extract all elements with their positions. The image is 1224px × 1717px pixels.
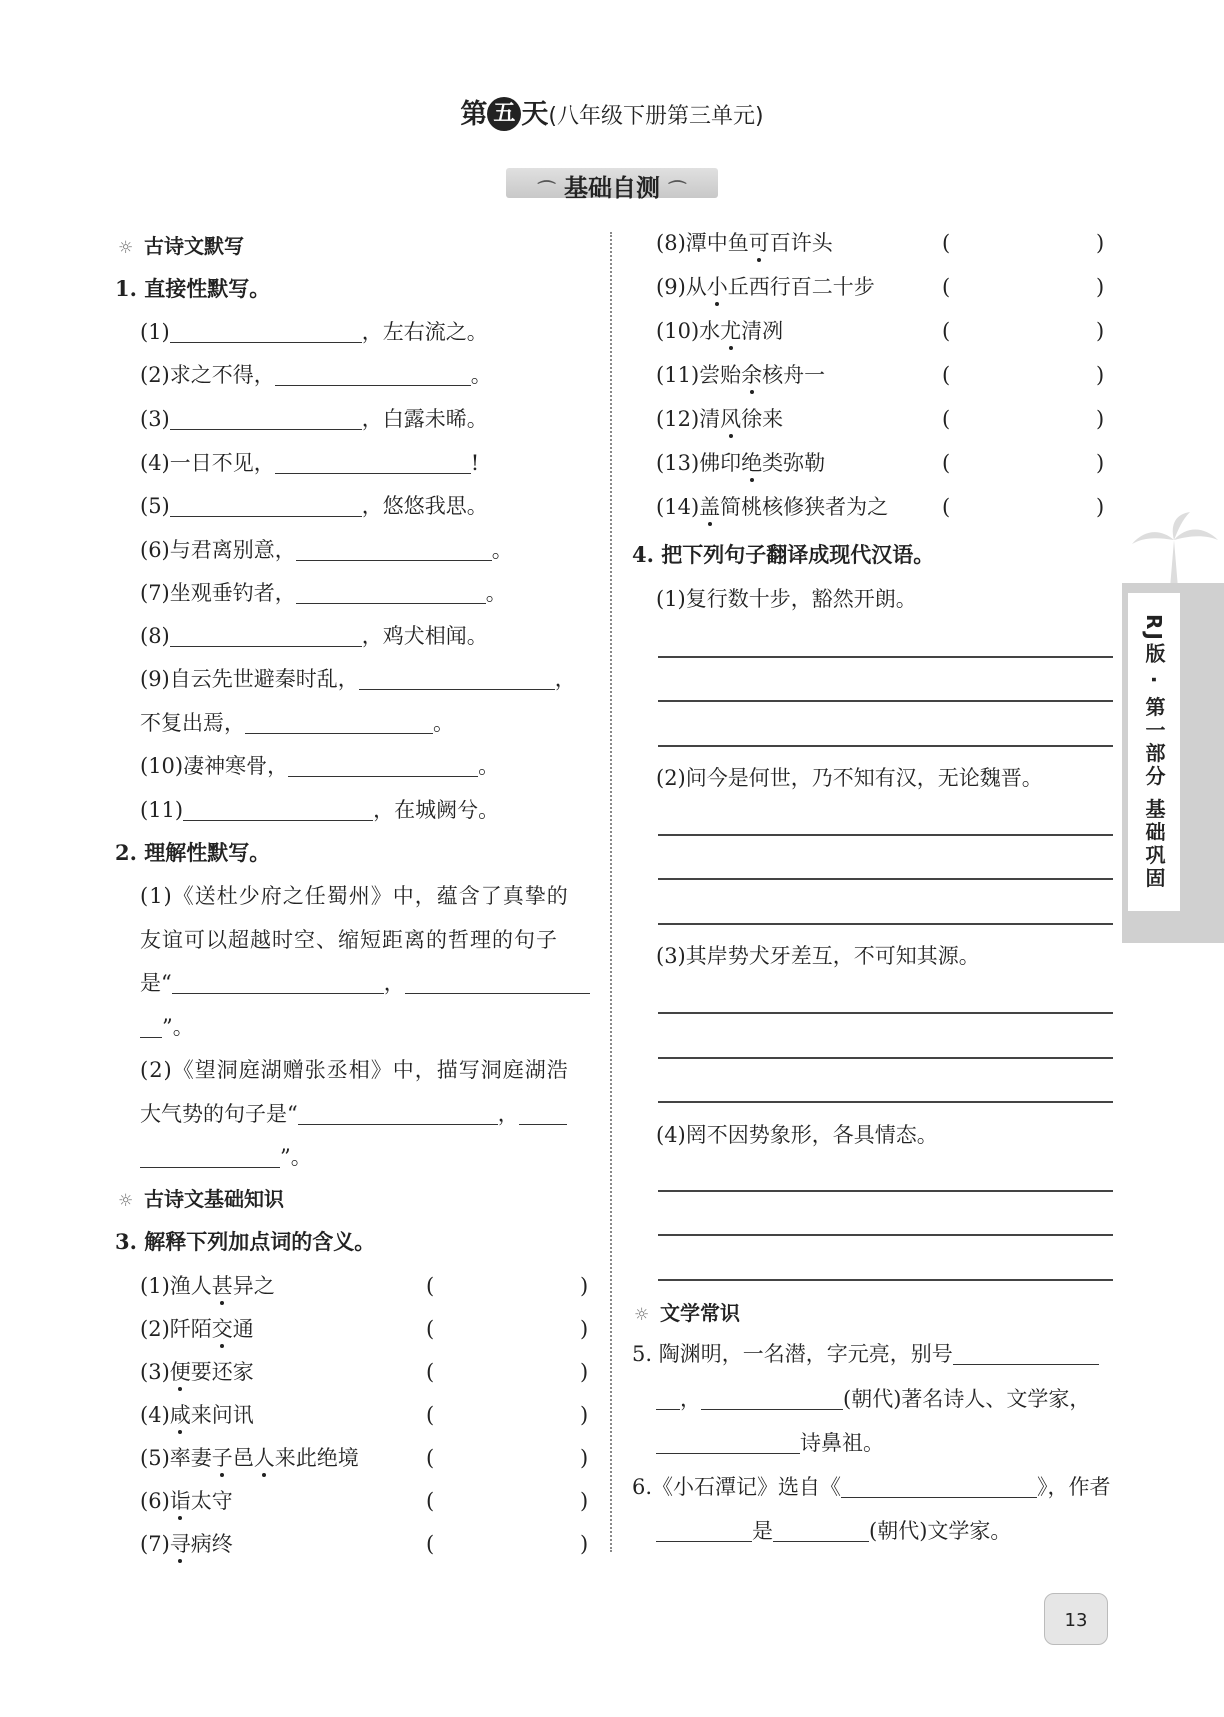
page-number: 13 bbox=[1044, 1593, 1108, 1645]
paren-open[interactable]: ( bbox=[426, 1274, 435, 1298]
question-5: ， (朝代)著名诗人、文学家， bbox=[656, 1384, 1090, 1414]
q3-item-text: (6)诣太守 bbox=[140, 1489, 233, 1513]
q1-item: (8) ，鸡犬相闻。 bbox=[140, 624, 488, 648]
q3-item-text: (12)清风徐来 bbox=[656, 407, 784, 431]
paren-open[interactable]: ( bbox=[426, 1446, 435, 1470]
paren-open[interactable]: ( bbox=[426, 1360, 435, 1384]
answer-blank[interactable] bbox=[298, 1102, 498, 1125]
side-tab: RJ版 · 第一部分 基础巩固 bbox=[1122, 583, 1224, 943]
q1-item: (7)坐观垂钓者， 。 bbox=[140, 581, 507, 605]
answer-blank[interactable] bbox=[170, 494, 362, 517]
bird-icon: ⌒ bbox=[668, 180, 687, 201]
answer-blank[interactable] bbox=[170, 320, 362, 343]
paren-open[interactable]: ( bbox=[942, 319, 951, 343]
q3-item-text: (11)尝贻余核舟一 bbox=[656, 363, 826, 387]
answer-blank[interactable] bbox=[170, 407, 362, 430]
paren-open[interactable]: ( bbox=[942, 363, 951, 387]
answer-blank[interactable] bbox=[519, 1102, 567, 1125]
paren-close[interactable]: ) bbox=[1096, 319, 1105, 343]
question-6: 6.《小石潭记》选自《 》，作者 bbox=[632, 1475, 1111, 1499]
writing-line[interactable] bbox=[658, 834, 1113, 836]
q3-item bbox=[656, 272, 1105, 302]
q3-item bbox=[656, 404, 1105, 434]
q3-item-text: (1)渔人甚异之 bbox=[140, 1274, 275, 1298]
writing-line[interactable] bbox=[658, 1190, 1113, 1192]
paren-close[interactable]: ) bbox=[580, 1274, 589, 1298]
q1-item: (1) ，左右流之。 bbox=[140, 320, 488, 344]
paren-close[interactable]: ) bbox=[580, 1403, 589, 1427]
question-3-title: 3. 解释下列加点词的含义。 bbox=[115, 1229, 376, 1254]
q1-item: (10)凄神寒骨， 。 bbox=[140, 754, 500, 778]
writing-line[interactable] bbox=[658, 700, 1113, 702]
paren-close[interactable]: ) bbox=[580, 1532, 589, 1556]
answer-blank[interactable] bbox=[183, 798, 373, 821]
paren-open[interactable]: ( bbox=[942, 495, 951, 519]
q3-item-text: (5)率妻子邑人来此绝境 bbox=[140, 1446, 359, 1470]
sunrise-icon: ☼ bbox=[118, 1191, 134, 1211]
answer-blank[interactable] bbox=[296, 581, 486, 604]
section-heading: ☼ 古诗文基础知识 bbox=[118, 1187, 284, 1211]
answer-blank[interactable] bbox=[656, 1519, 752, 1542]
q2-text: (2)《望洞庭湖赠张丞相》中，描写洞庭湖浩 bbox=[140, 1058, 569, 1082]
bird-icon: ⌒ bbox=[537, 180, 556, 201]
q3-item-text: (14)盖简桃核修狭者为之 bbox=[656, 495, 889, 519]
palm-tree-icon bbox=[1120, 510, 1224, 590]
paren-close[interactable]: ) bbox=[1096, 451, 1105, 475]
q3-item bbox=[140, 1357, 589, 1387]
answer-blank[interactable] bbox=[275, 363, 471, 386]
q1-item: (11) ，在城阙兮。 bbox=[140, 798, 500, 822]
answer-blank[interactable] bbox=[656, 1431, 800, 1454]
q3-item bbox=[140, 1486, 589, 1516]
q1-item: (6)与君离别意， 。 bbox=[140, 538, 513, 562]
paren-open[interactable]: ( bbox=[426, 1532, 435, 1556]
q3-item-text: (8)潭中鱼可百许头 bbox=[656, 231, 833, 255]
paren-close[interactable]: ) bbox=[1096, 363, 1105, 387]
answer-blank[interactable] bbox=[953, 1342, 1099, 1365]
paren-open[interactable]: ( bbox=[942, 275, 951, 299]
q3-item bbox=[140, 1314, 589, 1344]
q3-item bbox=[140, 1529, 589, 1559]
answer-blank[interactable] bbox=[172, 971, 384, 994]
q1-item: (2)求之不得， 。 bbox=[140, 363, 492, 387]
q3-item-text: (13)佛印绝类弥勒 bbox=[656, 451, 826, 475]
q1-item: (5) ，悠悠我思。 bbox=[140, 494, 488, 518]
q3-item-text: (2)阡陌交通 bbox=[140, 1317, 254, 1341]
paren-open[interactable]: ( bbox=[426, 1489, 435, 1513]
q3-item-text: (9)从小丘西行百二十步 bbox=[656, 275, 875, 299]
section-heading: ☼ 文学常识 bbox=[634, 1301, 740, 1325]
question-6: 是 (朝代)文学家。 bbox=[656, 1516, 1011, 1546]
answer-blank[interactable] bbox=[701, 1387, 843, 1410]
answer-blank[interactable] bbox=[245, 711, 433, 734]
question-5: 诗鼻祖。 bbox=[656, 1428, 884, 1458]
writing-line[interactable] bbox=[658, 1101, 1113, 1103]
q3-item-text: (3)便要还家 bbox=[140, 1360, 254, 1384]
writing-line[interactable] bbox=[658, 1279, 1113, 1281]
translate-sentence: (2)问今是何世，乃不知有汉，无论魏晋。 bbox=[656, 766, 1043, 790]
paren-close[interactable]: ) bbox=[1096, 407, 1105, 431]
q3-item bbox=[656, 228, 1105, 258]
q2-text: 友谊可以超越时空、缩短距离的哲理的句子 bbox=[140, 928, 558, 952]
column-divider bbox=[610, 232, 612, 1552]
q3-item-text: (10)水尤清冽 bbox=[656, 319, 784, 343]
q2-text: (1)《送杜少府之任蜀州》中，蕴含了真挚的 bbox=[140, 884, 569, 908]
translate-sentence: (1)复行数十步，豁然开朗。 bbox=[656, 587, 917, 611]
q2-text: ”。 bbox=[140, 1012, 194, 1042]
answer-blank[interactable] bbox=[773, 1519, 869, 1542]
paren-close[interactable]: ) bbox=[580, 1360, 589, 1384]
paren-close[interactable]: ) bbox=[1096, 231, 1105, 255]
q3-item bbox=[656, 492, 1105, 522]
paren-close[interactable]: ) bbox=[580, 1446, 589, 1470]
paren-open[interactable]: ( bbox=[942, 407, 951, 431]
q3-item bbox=[656, 360, 1105, 390]
q3-item-text: (7)寻病终 bbox=[140, 1532, 233, 1556]
answer-blank[interactable] bbox=[275, 451, 471, 474]
q3-item bbox=[140, 1271, 589, 1301]
paren-open[interactable]: ( bbox=[942, 451, 951, 475]
section-banner: ⌒ 基础自测 ⌒ bbox=[494, 162, 730, 204]
answer-blank[interactable] bbox=[841, 1475, 1037, 1498]
q2-text: 是“ ， bbox=[140, 968, 590, 998]
q3-item bbox=[140, 1400, 589, 1430]
q1-item: (9)自云先世避秦时乱， ， bbox=[140, 667, 576, 691]
sunrise-icon: ☼ bbox=[634, 1305, 650, 1325]
q3-item bbox=[656, 316, 1105, 346]
answer-blank[interactable] bbox=[170, 624, 362, 647]
answer-blank[interactable] bbox=[140, 1015, 162, 1038]
q2-text: 大气势的句子是“ ， bbox=[140, 1099, 567, 1129]
sunrise-icon: ☼ bbox=[118, 238, 134, 258]
q2-text: ”。 bbox=[140, 1142, 312, 1172]
paren-close[interactable]: ) bbox=[1096, 495, 1105, 519]
page-title: 第 五 天(八年级下册第三单元) bbox=[460, 99, 764, 130]
q1-item: 不复出焉， 。 bbox=[140, 711, 454, 735]
answer-blank[interactable] bbox=[288, 754, 478, 777]
paren-open[interactable]: ( bbox=[942, 231, 951, 255]
answer-blank[interactable] bbox=[656, 1387, 680, 1410]
section-heading: ☼ 古诗文默写 bbox=[118, 234, 244, 258]
writing-line[interactable] bbox=[658, 1057, 1113, 1059]
q1-item: (3) ，白露未晞。 bbox=[140, 407, 488, 431]
translate-sentence: (3)其岸势犬牙差互，不可知其源。 bbox=[656, 944, 980, 968]
paren-close[interactable]: ) bbox=[580, 1489, 589, 1513]
writing-line[interactable] bbox=[658, 1012, 1113, 1014]
paren-close[interactable]: ) bbox=[580, 1317, 589, 1341]
answer-blank[interactable] bbox=[140, 1145, 280, 1168]
q1-item: (4)一日不见， ! bbox=[140, 451, 480, 475]
question-5: 5. 陶渊明，一名潜，字元亮，别号 bbox=[632, 1339, 1099, 1369]
answer-blank[interactable] bbox=[405, 971, 590, 994]
question-2-title: 2. 理解性默写。 bbox=[115, 840, 271, 865]
question-4-title: 4. 把下列句子翻译成现代汉语。 bbox=[632, 542, 935, 567]
answer-blank[interactable] bbox=[359, 667, 555, 690]
answer-blank[interactable] bbox=[296, 538, 492, 561]
writing-line[interactable] bbox=[658, 878, 1113, 880]
writing-line[interactable] bbox=[658, 923, 1113, 925]
writing-line[interactable] bbox=[658, 745, 1113, 747]
writing-line[interactable] bbox=[658, 656, 1113, 658]
paren-close[interactable]: ) bbox=[1096, 275, 1105, 299]
paren-open[interactable]: ( bbox=[426, 1403, 435, 1427]
q3-item bbox=[656, 448, 1105, 478]
paren-open[interactable]: ( bbox=[426, 1317, 435, 1341]
q3-item-text: (4)咸来问讯 bbox=[140, 1403, 254, 1427]
translate-sentence: (4)罔不因势象形，各具情态。 bbox=[656, 1123, 938, 1147]
question-1-title: 1. 直接性默写。 bbox=[115, 276, 271, 301]
writing-line[interactable] bbox=[658, 1234, 1113, 1236]
q3-item bbox=[140, 1443, 589, 1473]
